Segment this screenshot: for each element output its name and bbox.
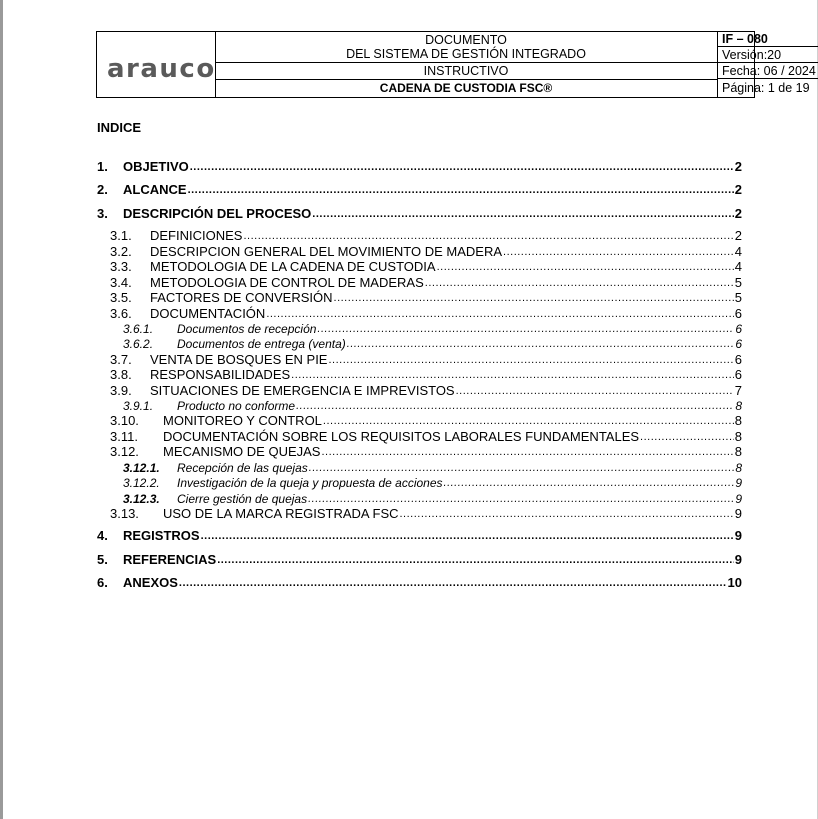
toc-number: 3.9. (110, 383, 132, 398)
toc-number: 3.4. (110, 275, 132, 290)
toc-title: DOCUMENTACIÓN SOBRE LOS REQUISITOS LABORALES FUNDAMENTALES (163, 429, 640, 444)
toc-title: FACTORES DE CONVERSIÓN (150, 290, 333, 305)
toc-leader (400, 506, 734, 522)
toc-number: 3.13. (110, 506, 139, 521)
toc-entry[interactable] (97, 552, 742, 568)
toc-leader (179, 575, 727, 591)
toc-page: 8 (735, 399, 742, 413)
toc-title: Recepción de las quejas (177, 461, 308, 475)
toc-title: ANEXOS (123, 575, 178, 590)
toc-number: 2. (97, 182, 108, 197)
toc-leader (309, 460, 735, 476)
toc-page: 9 (735, 476, 742, 490)
doc-system-label (215, 32, 717, 63)
toc-leader (296, 398, 734, 414)
toc-leader (188, 182, 734, 198)
toc-page: 9 (734, 506, 742, 521)
toc-title: Documentos de entrega (venta) (177, 337, 346, 351)
header-meta-cell (717, 32, 818, 97)
toc-page: 8 (734, 444, 742, 459)
page-left-edge (0, 0, 3, 819)
document-header-table (96, 31, 816, 98)
toc-entry[interactable] (110, 429, 742, 445)
doc-line-1: DOCUMENTO (425, 33, 507, 47)
toc-number: 3.12. (110, 444, 139, 459)
doc-type: INSTRUCTIVO (215, 63, 717, 80)
toc-entry[interactable] (110, 259, 742, 275)
toc-number: 3.12.1. (123, 461, 160, 475)
toc-page: 6 (734, 352, 742, 367)
index-title: INDICE (97, 120, 142, 135)
toc-page: 2 (734, 228, 742, 243)
arauco-logo: arauco (107, 54, 216, 84)
toc-number: 3.11. (110, 429, 138, 444)
toc-leader (640, 429, 734, 445)
toc-page: 9 (734, 528, 742, 543)
toc-page: 6 (734, 306, 742, 321)
doc-version: Versión:20 (717, 47, 818, 63)
toc-leader (321, 444, 733, 460)
toc-entry[interactable] (97, 528, 742, 544)
toc-entry[interactable] (110, 383, 742, 399)
doc-date: Fecha: 06 / 2024 (717, 63, 818, 79)
toc-page: 9 (734, 552, 742, 567)
toc-number: 3.5. (110, 290, 132, 305)
toc-leader (317, 321, 734, 337)
toc-title: DOCUMENTACIÓN (150, 306, 266, 321)
toc-page: 9 (735, 492, 742, 506)
toc-number: 4. (97, 528, 108, 543)
toc-entry[interactable] (123, 398, 742, 414)
toc-entry[interactable] (110, 228, 742, 244)
toc-leader (503, 244, 734, 260)
toc-title: ALCANCE (123, 182, 187, 197)
toc-page: 5 (734, 290, 742, 305)
toc-page: 8 (734, 413, 742, 428)
toc-title: METODOLOGIA DE LA CADENA DE CUSTODIA (150, 259, 436, 274)
toc-number: 3.3. (110, 259, 132, 274)
toc-number: 3.7. (110, 352, 132, 367)
toc-entry[interactable] (110, 506, 742, 522)
toc-entry[interactable] (123, 321, 742, 337)
toc-entry[interactable] (110, 306, 742, 322)
toc-leader (266, 306, 733, 322)
toc-title: REGISTROS (123, 528, 200, 543)
toc-title: DEFINICIONES (150, 228, 243, 243)
toc-number: 3.12.3. (123, 492, 160, 506)
toc-entry[interactable] (123, 475, 742, 491)
toc-number: 1. (97, 159, 108, 174)
toc-leader (323, 413, 734, 429)
toc-page: 6 (734, 367, 742, 382)
toc-leader (456, 383, 734, 399)
toc-number: 3.6. (110, 306, 132, 321)
toc-number: 3.2. (110, 244, 132, 259)
toc-leader (217, 552, 734, 568)
toc-page: 6 (735, 322, 742, 336)
toc-title: MONITOREO Y CONTROL (163, 413, 322, 428)
doc-title (215, 79, 717, 97)
toc-leader (291, 367, 734, 383)
toc-leader (328, 352, 733, 368)
toc-entry[interactable] (97, 206, 742, 222)
toc-title: Investigación de la queja y propuesta de acciones (177, 476, 443, 490)
toc-page: 4 (734, 259, 742, 274)
toc-entry[interactable] (110, 352, 742, 368)
toc-title: USO DE LA MARCA REGISTRADA FSC (163, 506, 399, 521)
toc-page: 4 (734, 244, 742, 259)
toc-page: 10 (727, 575, 742, 590)
toc-entry[interactable] (123, 491, 742, 507)
toc-entry[interactable] (110, 444, 742, 460)
logo-cell (97, 32, 216, 97)
toc-title: RESPONSABILIDADES (150, 367, 291, 382)
toc-title: VENTA DE BOSQUES EN PIE (150, 352, 328, 367)
toc-page: 6 (735, 337, 742, 351)
toc-entry[interactable] (97, 159, 742, 175)
toc-leader (190, 159, 734, 175)
toc-title: MECANISMO DE QUEJAS (163, 444, 321, 459)
toc-number: 3.10. (110, 413, 139, 428)
toc-title: METODOLOGIA DE CONTROL DE MADERAS (150, 275, 424, 290)
toc-page: 8 (734, 429, 742, 444)
toc-entry[interactable] (110, 244, 742, 260)
toc-number: 3.6.2. (123, 337, 154, 351)
toc-number: 3.6.1. (123, 322, 154, 336)
toc-entry[interactable] (110, 290, 742, 306)
toc-number: 3.1. (110, 228, 132, 243)
toc-leader (308, 491, 734, 507)
toc-title: SITUACIONES DE EMERGENCIA E IMPREVISTOS (150, 383, 455, 398)
toc-leader (334, 290, 734, 306)
toc-leader (444, 475, 735, 491)
toc-title: REFERENCIAS (123, 552, 217, 567)
toc-title: Documentos de recepción (177, 322, 317, 336)
toc-entry[interactable] (123, 336, 742, 352)
toc-title: OBJETIVO (123, 159, 189, 174)
toc-number: 3.12.2. (123, 476, 160, 490)
toc-leader (347, 336, 735, 352)
toc-title: DESCRIPCIÓN DEL PROCESO (123, 206, 312, 221)
toc-entry[interactable] (110, 413, 742, 429)
header-title-cell (215, 32, 718, 97)
toc-page: 2 (734, 159, 742, 174)
toc-entry[interactable] (110, 275, 742, 291)
toc-entry[interactable] (97, 182, 742, 198)
doc-title-text: CADENA DE CUSTODIA FSC® (379, 81, 553, 95)
toc-title: Cierre gestión de quejas (177, 492, 308, 506)
toc-number: 3.8. (110, 367, 132, 382)
toc-number: 3.9.1. (123, 399, 154, 413)
toc-entry[interactable] (97, 575, 742, 591)
toc-page: 7 (734, 383, 742, 398)
toc-entry[interactable] (123, 460, 742, 476)
toc-number: 5. (97, 552, 108, 567)
toc-page: 5 (734, 275, 742, 290)
toc-entry[interactable] (110, 367, 742, 383)
toc-leader (243, 228, 733, 244)
toc-number: 6. (97, 575, 108, 590)
doc-line-2: DEL SISTEMA DE GESTIÓN INTEGRADO (346, 47, 586, 61)
toc-title: Producto no conforme (177, 399, 296, 413)
toc-leader (201, 528, 734, 544)
doc-code: IF – 080 (717, 32, 818, 47)
toc-number: 3. (97, 206, 108, 221)
toc-page: 8 (735, 461, 742, 475)
toc-leader (425, 275, 734, 291)
toc-page: 2 (734, 182, 742, 197)
toc-leader (312, 206, 733, 222)
toc-title: DESCRIPCION GENERAL DEL MOVIMIENTO DE MADERA (150, 244, 503, 259)
toc-leader (437, 259, 734, 275)
doc-page: Página: 1 de 19 (722, 81, 810, 95)
toc-page: 2 (734, 206, 742, 221)
